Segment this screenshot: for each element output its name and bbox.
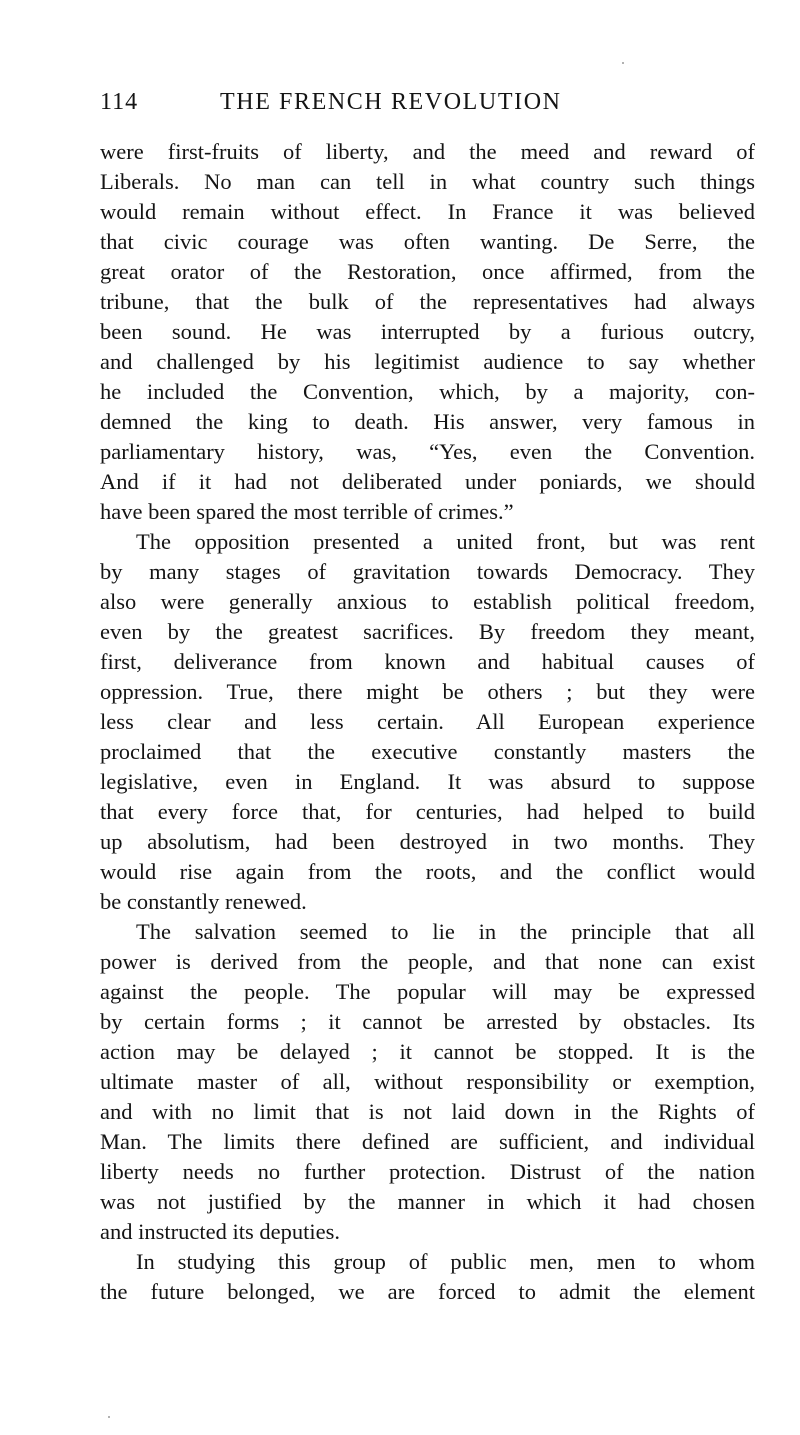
- text-line: also were generally anxious to establish political freedom,: [100, 589, 755, 614]
- text-line: and with no limit that is not laid down in the Rights of: [100, 1099, 755, 1124]
- text-line: would remain without effect. In France it was believed: [100, 199, 755, 224]
- text-line: Man. The limits there defined are sufficient, and individual: [100, 1129, 755, 1154]
- text-line: legislative, even in England. It was absurd to suppose: [100, 769, 755, 794]
- text-line: up absolutism, had been destroyed in two months. They: [100, 829, 755, 854]
- text-line: was not justified by the manner in which it had chosen: [100, 1189, 755, 1214]
- text-line: he included the Convention, which, by a majority, con-: [100, 379, 755, 404]
- running-title: THE FRENCH REVOLUTION: [220, 89, 562, 115]
- text-line: The salvation seemed to lie in the principle that all: [136, 919, 755, 944]
- page-number: 114: [100, 89, 139, 115]
- text-line: by certain forms ; it cannot be arrested by obstacles. Its: [100, 1009, 755, 1034]
- text-line: tribune, that the bulk of the representatives had always: [100, 289, 755, 314]
- text-line: the future belonged, we are forced to admit the element: [100, 1279, 755, 1304]
- text-line: The opposition presented a united front, but was rent: [136, 529, 755, 554]
- text-line: be constantly renewed.: [100, 889, 307, 914]
- running-head: [100, 84, 760, 120]
- paragraph: [100, 917, 755, 1247]
- text-line: ultimate master of all, without responsibility or exemption,: [100, 1069, 755, 1094]
- text-line: by many stages of gravitation towards Democracy. They: [100, 559, 755, 584]
- text-line: In studying this group of public men, men to whom: [136, 1249, 755, 1274]
- text-line: less clear and less certain. All European experience: [100, 709, 755, 734]
- text-line: demned the king to death. His answer, very famous in: [100, 409, 755, 434]
- text-line: would rise again from the roots, and the conflict would: [100, 859, 755, 884]
- text-line: were first-fruits of liberty, and the meed and reward of: [100, 139, 755, 164]
- text-line: Liberals. No man can tell in what country such things: [100, 169, 755, 194]
- paragraph: [100, 1247, 755, 1307]
- text-line: that civic courage was often wanting. De Serre, the: [100, 229, 755, 254]
- text-line: oppression. True, there might be others ; but they were: [100, 679, 755, 704]
- text-line: against the people. The popular will may be expressed: [100, 979, 755, 1004]
- text-line: parliamentary history, was, “Yes, even the Convention.: [100, 439, 755, 464]
- text-line: been sound. He was interrupted by a furious outcry,: [100, 319, 755, 344]
- text-line: and instructed its deputies.: [100, 1219, 340, 1244]
- paragraph: [100, 137, 755, 527]
- text-line: liberty needs no further protection. Distrust of the nation: [100, 1159, 755, 1184]
- text-line: great orator of the Restoration, once affirmed, from the: [100, 259, 755, 284]
- text-line: that every force that, for centuries, had helped to build: [100, 799, 755, 824]
- text-line: and challenged by his legitimist audience to say whether: [100, 349, 755, 374]
- text-line: action may be delayed ; it cannot be stopped. It is the: [100, 1039, 755, 1064]
- text-line: And if it had not deliberated under poniards, we should: [100, 469, 755, 494]
- text-line: power is derived from the people, and that none can exist: [100, 949, 755, 974]
- scan-speck: [108, 1416, 110, 1418]
- text-line: first, deliverance from known and habitual causes of: [100, 649, 755, 674]
- body-text: [100, 137, 755, 1307]
- text-line: proclaimed that the executive constantly masters the: [100, 739, 755, 764]
- text-line: even by the greatest sacrifices. By freedom they meant,: [100, 619, 755, 644]
- paragraph: [100, 527, 755, 917]
- text-line: have been spared the most terrible of crimes.”: [100, 499, 514, 524]
- scan-speck: [622, 62, 624, 64]
